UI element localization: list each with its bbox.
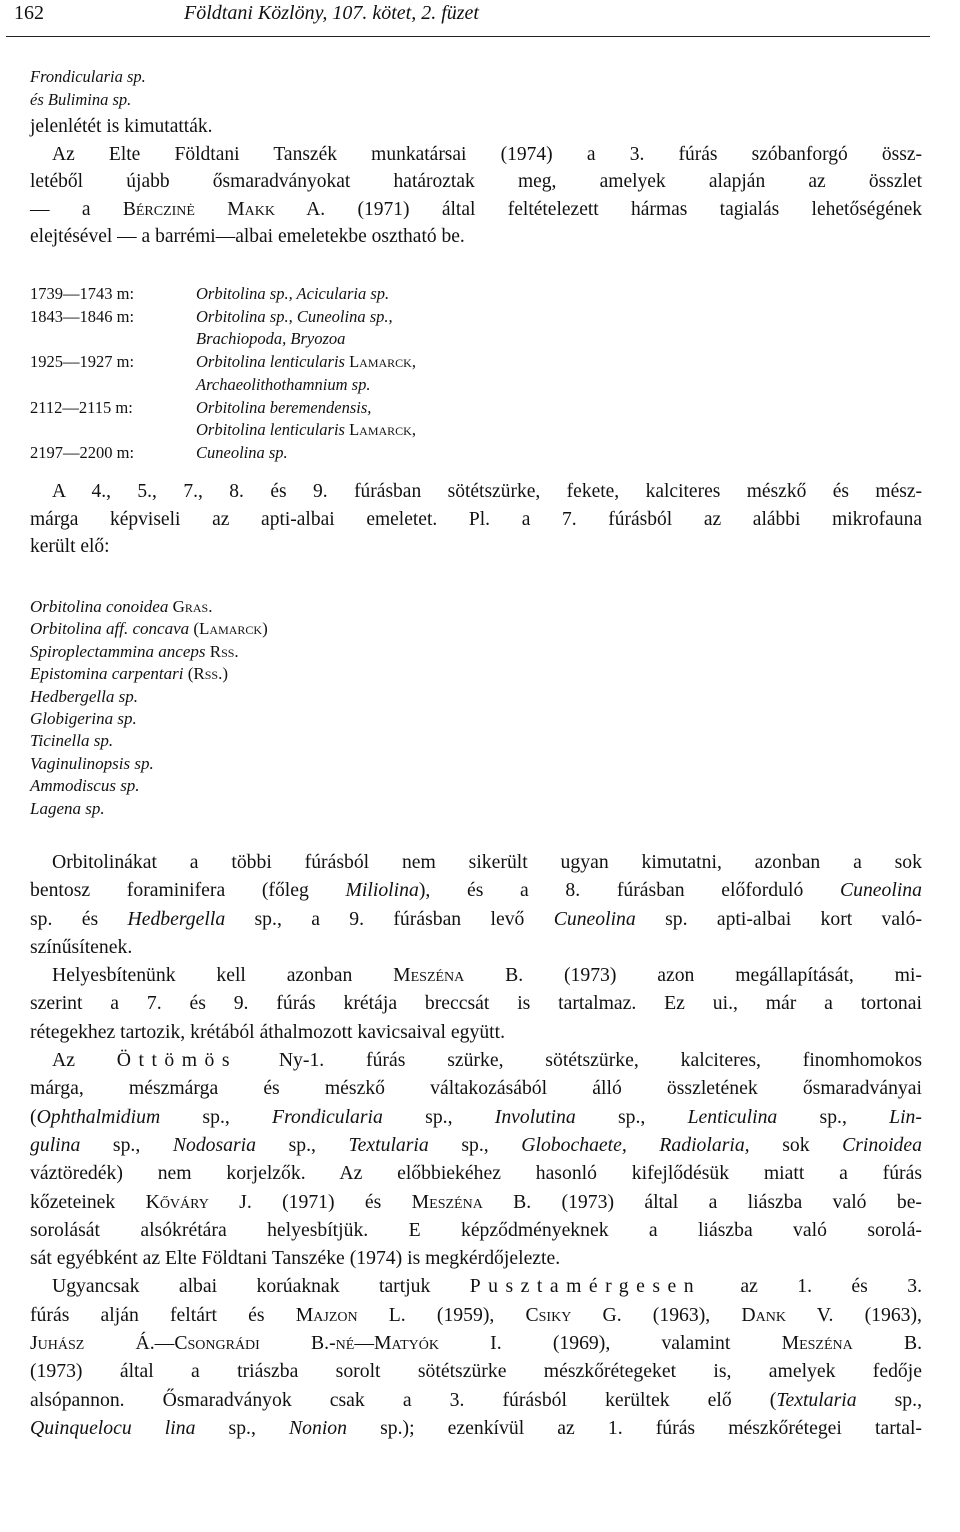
text-line: váztöredék) nem korjelzők. Az előbbiekéhez hasonló kifejlődésük miatt a fúrás	[30, 1162, 922, 1185]
paragraph-2	[30, 478, 922, 561]
page-number: 162	[14, 2, 44, 24]
text-line: letéből újabb ősmaradványokat határoztak meg, amelyek alapján az összlet	[30, 171, 922, 192]
fauna-item: Globigerina sp.	[30, 709, 137, 729]
text-line: rétegekhez tartozik, krétából áthalmozott kavicsaival együtt.	[30, 1020, 506, 1043]
fauna-item: Ticinella sp.	[30, 731, 114, 751]
text-line: Orbitolinákat a többi fúrásból nem sikerült ugyan kimutatni, azonban a sok	[52, 851, 922, 873]
text-line: alsópannon. Ősmaradványok csak a 3. fúrásból kerültek elő (Textularia sp.,	[30, 1388, 922, 1411]
text-line: márga, mészmárga és mészkő váltakozásából álló összletének ősmaradványai	[30, 1077, 922, 1100]
text-line: elejtésével — a barrémi—albai emeletekbe osztható be.	[30, 226, 465, 247]
page-header	[8, 0, 928, 26]
depth-row: Orbitolina lenticularis Lamarck,	[196, 420, 416, 440]
text-line: került elő:	[30, 536, 110, 557]
fauna-item: Epistomina carpentari (Rss.)	[30, 664, 228, 684]
header-rule	[6, 36, 930, 37]
paragraph-1	[30, 113, 922, 251]
text-line: márga képviseli az apti-albai emeletet. Pl. a 7. fúrásból az alábbi mikrofauna	[30, 508, 922, 530]
author-name: Meszéna B.	[393, 964, 524, 987]
fauna-item: Vaginulinopsis sp.	[30, 753, 154, 773]
author-name: Lamarck,	[349, 352, 416, 372]
depth-row: Archaeolithothamnium sp.	[196, 374, 371, 394]
locality-name: Öttömös	[116, 1049, 238, 1072]
text-line: sorolását alsókrétára helyesbítjük. E képződményeknek a liászba való sorolá-	[30, 1218, 922, 1241]
text-line: Az Öttömös Ny-1. fúrás szürke, sötétszürke, kalciteres, finomhomokos	[52, 1049, 922, 1072]
locality-name: Pusztamérgesen	[469, 1275, 702, 1298]
intro-list	[30, 66, 922, 111]
author-name: Lamarck,	[349, 420, 416, 440]
depth-fossil-list	[30, 283, 922, 465]
fauna-item: Ammodiscus sp.	[30, 776, 140, 796]
text-line: gulina sp., Nodosaria sp., Textularia sp., Globochaete, Radiolaria, sok Crinoidea	[30, 1133, 922, 1156]
text-line: sp. és Hedbergella sp., a 9. fúrásban levő Cuneolina sp. apti-albai kort való-	[30, 907, 923, 930]
text-line: sát egyébként az Elte Földtani Tanszéke (1974) is megkérdőjelezte.	[30, 1247, 561, 1270]
paragraph-3	[30, 848, 922, 1442]
author-name: Bérczinė Makk A.	[122, 198, 326, 220]
text-line: Az Elte Földtani Tanszék munkatársai (1974) a 3. fúrás szóbanforgó össz-	[52, 143, 922, 165]
depth-row: Brachiopoda, Bryozoa	[196, 329, 346, 349]
intro-item: Frondicularia sp.	[30, 67, 146, 86]
fauna-item: Orbitolina aff. concava (Lamarck)	[30, 619, 268, 639]
text-line: szerint a 7. és 9. fúrás krétája breccsát is tartalmaz. Ez ui., már a tortonai	[30, 992, 922, 1015]
intro-item: és Bulimina sp.	[30, 89, 132, 109]
text-line: A 4., 5., 7., 8. és 9. fúrásban sötétszürke, fekete, kalciteres mészkő és mész-	[52, 481, 922, 502]
depth-row: 1843—1846 m: Orbitolina sp., Cuneolina sp.,	[30, 306, 393, 326]
text-line: bentosz foraminifera (főleg Miliolina), és a 8. fúrásban előforduló Cuneolina	[30, 879, 922, 902]
text-line: Juhász Á.—Csongrádi B.-né—Matyók I. (1969), valamint Meszéna B.	[30, 1332, 922, 1355]
depth-row: 1739—1743 m: Orbitolina sp., Acicularia sp.	[30, 284, 390, 303]
microfauna-list	[30, 596, 922, 820]
text-line: Quinquelocu lina sp., Nonion sp.); ezenkívül az 1. fúrás mészkőrétegei tartal-	[30, 1416, 922, 1439]
text-line: fúrás alján feltárt és Majzon L. (1959), Csiky G. (1963), Dank V. (1963),	[30, 1303, 922, 1326]
journal-title: Földtani Közlöny, 107. kötet, 2. füzet	[184, 2, 479, 24]
text-line: Ugyancsak albai korúaknak tartjuk Pusztamérgesen az 1. és 3.	[52, 1275, 922, 1298]
depth-row: 1925—1927 m: Orbitolina lenticularis Lamarck,	[30, 352, 416, 372]
fauna-item: Lagena sp.	[30, 798, 105, 818]
text-line: Helyesbítenünk kell azonban Meszéna B. (1973) azon megállapítását, mi-	[52, 964, 922, 987]
text-line: kőzeteinek Kőváry J. (1971) és Meszéna B. (1973) által a liászba való be-	[30, 1190, 922, 1213]
depth-row: 2112—2115 m: Orbitolina beremendensis,	[30, 397, 372, 417]
text-line: (Ophthalmidium sp., Frondicularia sp., Involutina sp., Lenticulina sp., Lin-	[30, 1105, 922, 1128]
text-line: — a Bérczinė Makk A. (1971) által feltételezett hármas tagialás lehetőségének	[30, 198, 923, 220]
text-line: színűsítenek.	[30, 935, 133, 958]
text-line: (1973) által a triászba sorolt sötétszürke mészkőrétegeket is, amelyek fedője	[30, 1360, 922, 1383]
fauna-item: Hedbergella sp.	[30, 686, 138, 706]
depth-row: 2197—2200 m: Cuneolina sp.	[30, 442, 288, 462]
text-line: jelenlétét is kimutatták.	[30, 116, 213, 137]
fauna-item: Spiroplectammina anceps Rss.	[30, 641, 239, 661]
fauna-item: Orbitolina conoidea Gras.	[30, 597, 213, 616]
